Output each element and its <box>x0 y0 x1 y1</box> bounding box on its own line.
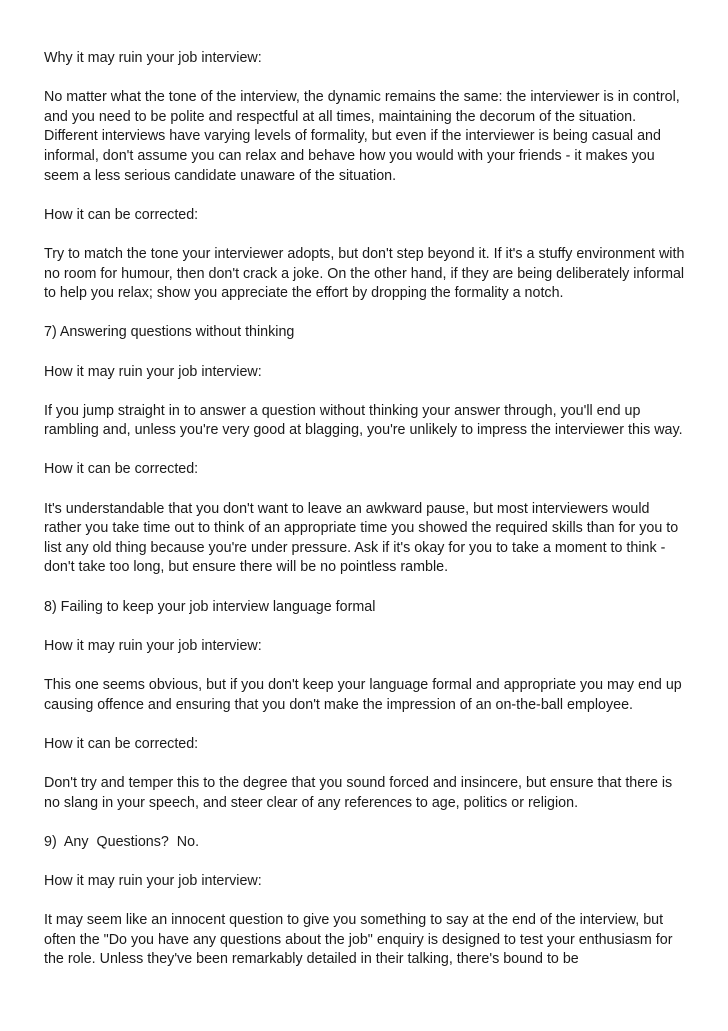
section-heading-8: 8) Failing to keep your job interview language formal <box>44 598 376 615</box>
body-paragraph: If you jump straight in to answer a question without thinking your answer through, you'll end up rambling and, unless you're very good at blagging, you're unlikely to impress the interviewer this way. <box>44 402 683 439</box>
section-label-why: How it may ruin your job interview: <box>44 872 262 889</box>
body-paragraph: Try to match the tone your interviewer adopts, but don't step beyond it. If it's a stuffy environment with no room for humour, then don't crack a joke. On the other hand, if they are being deliberately informal to help you relax; show you appreciate the effort by dropping the formality a notch. <box>44 245 685 302</box>
section-label-how: How it can be corrected: <box>44 206 199 223</box>
section-label-how: How it can be corrected: <box>44 735 199 752</box>
body-paragraph: It's understandable that you don't want to leave an awkward pause, but most interviewers would rather you take time out to think of an appropriate time you showed the required skills than for you to list any old thing because you're under pressure. Ask if it's okay for you to take a moment to think - don't take too long, but ensure there will be no pointless ramble. <box>44 500 679 576</box>
section-heading-7: 7) Answering questions without thinking <box>44 324 295 341</box>
section-heading-9: 9) Any Questions? No. <box>44 833 200 850</box>
document-page <box>44 49 688 970</box>
section-label-why: Why it may ruin your job interview: <box>44 50 262 66</box>
section-label-why: How it may ruin your job interview: <box>44 363 262 380</box>
body-paragraph: No matter what the tone of the interview, the dynamic remains the same: the interviewer is in control, and you need to be polite and respectful at all times, maintaining the decorum of the situation. Different interviews have varying levels of formality, but even if the interviewer is being casual and informal, don't assume you can relax and behave how you would with your friends - it makes you seem a less serious candidate unaware of the situation. <box>44 89 680 184</box>
body-paragraph: Don't try and temper this to the degree that you sound forced and insincere, but ensure that there is no slang in your speech, and steer clear of any references to age, politics or religion. <box>44 774 673 811</box>
body-paragraph: This one seems obvious, but if you don't keep your language formal and appropriate you may end up causing offence and ensuring that you don't make the impression of an on-the-ball employee. <box>44 677 682 713</box>
section-label-why: How it may ruin your job interview: <box>44 637 262 654</box>
section-label-how: How it can be corrected: <box>44 461 199 478</box>
body-paragraph: It may seem like an innocent question to give you something to say at the end of the interview, but often the "Do you have any questions about the job" enquiry is designed to test your enthusiasm for the role. Unless they've been remarkably detailed in their talking, there's bound to be <box>44 912 673 968</box>
